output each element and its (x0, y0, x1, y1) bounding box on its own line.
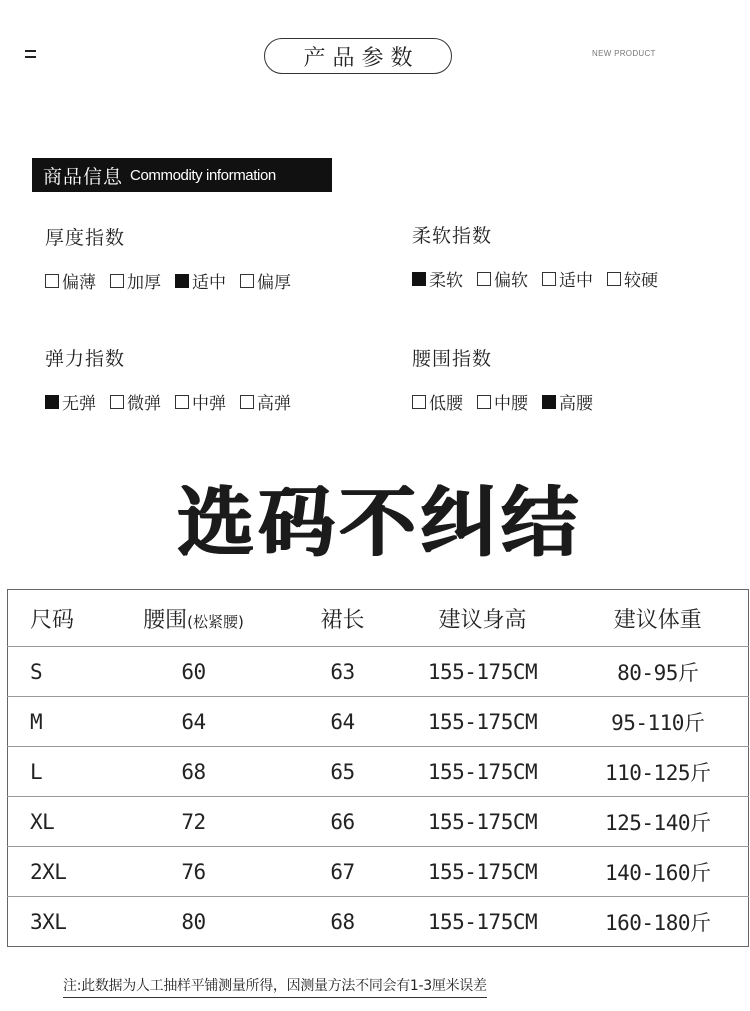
checked-box-icon (175, 274, 189, 288)
cell-waist: 76 (100, 847, 288, 897)
cell-height: 155-175CM (398, 747, 568, 797)
cell-waist: 64 (100, 697, 288, 747)
header-waist-label: 腰围 (143, 607, 188, 633)
spec-thickness-options (45, 268, 305, 293)
spec-thickness-title: 厚度指数 (45, 227, 126, 249)
header-size: 尺码 (8, 590, 100, 647)
option-label: 适中 (559, 271, 593, 291)
unchecked-box-icon (45, 274, 59, 288)
cell-weight: 95-110斤 (568, 697, 749, 747)
commodity-info-banner (32, 158, 332, 192)
header-weight: 建议体重 (568, 590, 749, 647)
cell-waist: 68 (100, 747, 288, 797)
option-label: 偏软 (494, 271, 528, 291)
cell-waist: 80 (181, 909, 206, 934)
spec-elasticity (45, 344, 305, 414)
spec-waist-title: 腰围指数 (412, 348, 493, 370)
option-label: 偏薄 (62, 273, 96, 293)
option-label: 加厚 (127, 273, 161, 293)
cell-height: 155-175CM (427, 909, 538, 934)
table-row (8, 797, 749, 847)
banner-en-label: Commodity information (130, 166, 276, 184)
option-softness-2 (542, 266, 593, 291)
option-label: 较硬 (624, 271, 658, 291)
option-label: 无弹 (62, 394, 96, 414)
cell-length: 67 (288, 847, 398, 897)
cell-length: 64 (288, 697, 398, 747)
header-waist (100, 590, 288, 647)
cell-size: XL (8, 797, 100, 847)
cell-waist: 72 (100, 797, 288, 847)
option-softness-1 (477, 266, 528, 291)
table-row (8, 747, 749, 797)
cell-length: 63 (288, 647, 398, 697)
checked-box-icon (412, 272, 426, 286)
spec-thickness (45, 223, 305, 293)
spec-elasticity-options (45, 389, 305, 414)
unchecked-box-icon (542, 272, 556, 286)
measurement-note: 注:此数据为人工抽样平铺测量所得，因测量方法不同会有1-3厘米误差 (63, 975, 487, 998)
option-waist-1 (477, 389, 528, 414)
option-label: 中腰 (494, 394, 528, 414)
option-waist-2 (542, 389, 593, 414)
option-thickness-2 (175, 268, 226, 293)
option-label: 偏厚 (257, 273, 291, 293)
option-label: 高弹 (257, 394, 291, 414)
option-label: 适中 (192, 273, 226, 293)
unchecked-box-icon (607, 272, 621, 286)
option-thickness-0 (45, 268, 96, 293)
cell-size: S (8, 647, 100, 697)
cell-size: L (8, 747, 100, 797)
spec-softness-options (412, 266, 672, 291)
cell-weight: 125-140斤 (568, 797, 749, 847)
menu-icon[interactable] (25, 50, 36, 59)
option-elasticity-2 (175, 389, 226, 414)
cell-size: 2XL (8, 847, 100, 897)
option-softness-3 (607, 266, 658, 291)
table-row (8, 697, 749, 747)
option-elasticity-1 (110, 389, 161, 414)
spec-waist-options (412, 389, 607, 414)
table-row (8, 647, 749, 697)
unchecked-box-icon (175, 395, 189, 409)
cell-height: 155-175CM (398, 847, 568, 897)
header-height: 建议身高 (398, 590, 568, 647)
option-thickness-1 (110, 268, 161, 293)
checked-box-icon (45, 395, 59, 409)
cell-weight: 160-180斤 (604, 910, 711, 935)
page-title: 产品参数 (264, 38, 452, 74)
spec-waist (412, 344, 607, 414)
cell-length: 66 (288, 797, 398, 847)
cell-waist: 60 (100, 647, 288, 697)
unchecked-box-icon (240, 395, 254, 409)
cell-height: 155-175CM (398, 647, 568, 697)
cell-weight: 80-95斤 (568, 647, 749, 697)
table-header-row (8, 590, 749, 647)
slogan-heading: 选码不纠结 (177, 478, 583, 567)
unchecked-box-icon (412, 395, 426, 409)
unchecked-box-icon (477, 272, 491, 286)
checked-box-icon (542, 395, 556, 409)
option-waist-0 (412, 389, 463, 414)
option-softness-0 (412, 266, 463, 291)
option-label: 高腰 (559, 394, 593, 414)
option-elasticity-3 (240, 389, 291, 414)
unchecked-box-icon (240, 274, 254, 288)
cell-weight: 140-160斤 (568, 847, 749, 897)
cell-height: 155-175CM (398, 697, 568, 747)
cell-length: 65 (288, 747, 398, 797)
option-label: 柔软 (429, 271, 463, 291)
cell-height: 155-175CM (398, 797, 568, 847)
header-waist-note: (松紧腰) (187, 612, 244, 631)
spec-elasticity-title: 弹力指数 (45, 348, 126, 370)
option-thickness-3 (240, 268, 291, 293)
option-label: 中弹 (192, 394, 226, 414)
size-chart-table (7, 589, 749, 947)
page-subtitle: NEW PRODUCT (592, 49, 656, 58)
table-row (8, 897, 749, 947)
cell-size: M (8, 697, 100, 747)
cell-size: 3XL (30, 909, 67, 934)
cell-weight: 110-125斤 (568, 747, 749, 797)
spec-softness (412, 221, 672, 291)
header-length: 裙长 (288, 590, 398, 647)
option-label: 低腰 (429, 394, 463, 414)
option-label: 微弹 (127, 394, 161, 414)
unchecked-box-icon (110, 274, 124, 288)
table-row (8, 847, 749, 897)
spec-softness-title: 柔软指数 (412, 225, 493, 247)
unchecked-box-icon (110, 395, 124, 409)
banner-cn-label: 商品信息 (43, 165, 124, 188)
option-elasticity-0 (45, 389, 96, 414)
cell-length: 68 (330, 909, 355, 934)
unchecked-box-icon (477, 395, 491, 409)
